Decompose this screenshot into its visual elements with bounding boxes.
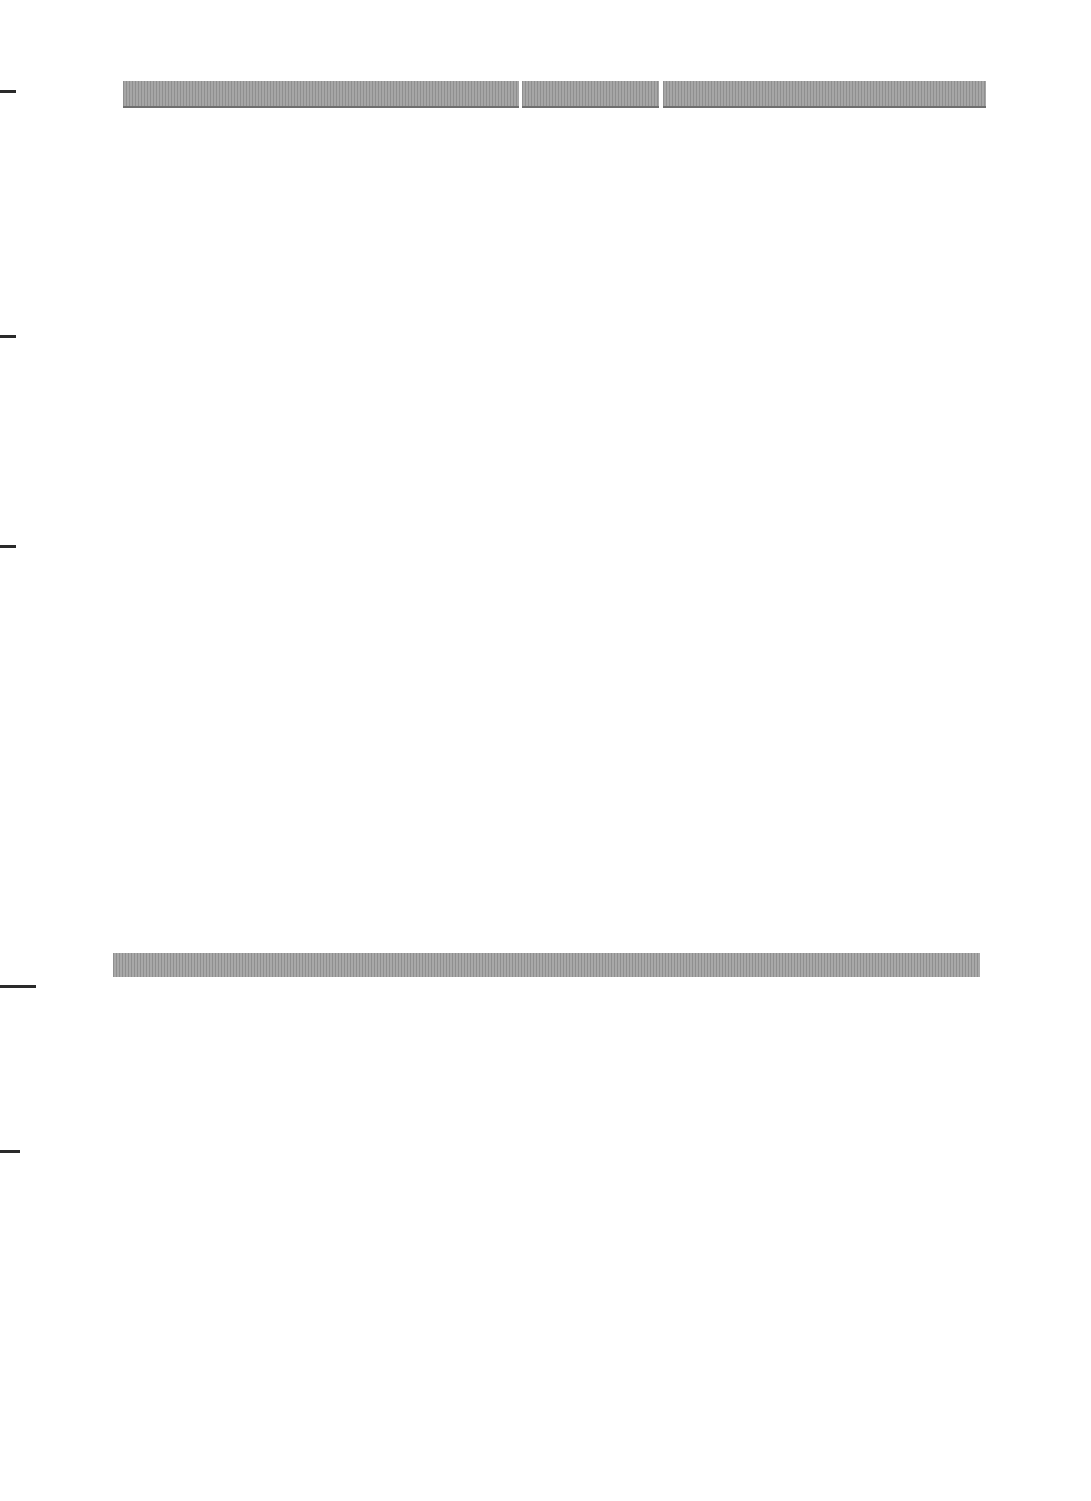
section-oncomarkers [113, 953, 980, 977]
scan-mark [0, 985, 36, 988]
scan-mark [0, 90, 16, 93]
header-analysis [123, 81, 519, 108]
scan-mark [0, 545, 16, 548]
header-result [522, 81, 659, 108]
table-header [123, 81, 986, 108]
scan-mark [0, 335, 16, 338]
scan-mark [0, 1150, 20, 1153]
header-reference [663, 81, 986, 108]
